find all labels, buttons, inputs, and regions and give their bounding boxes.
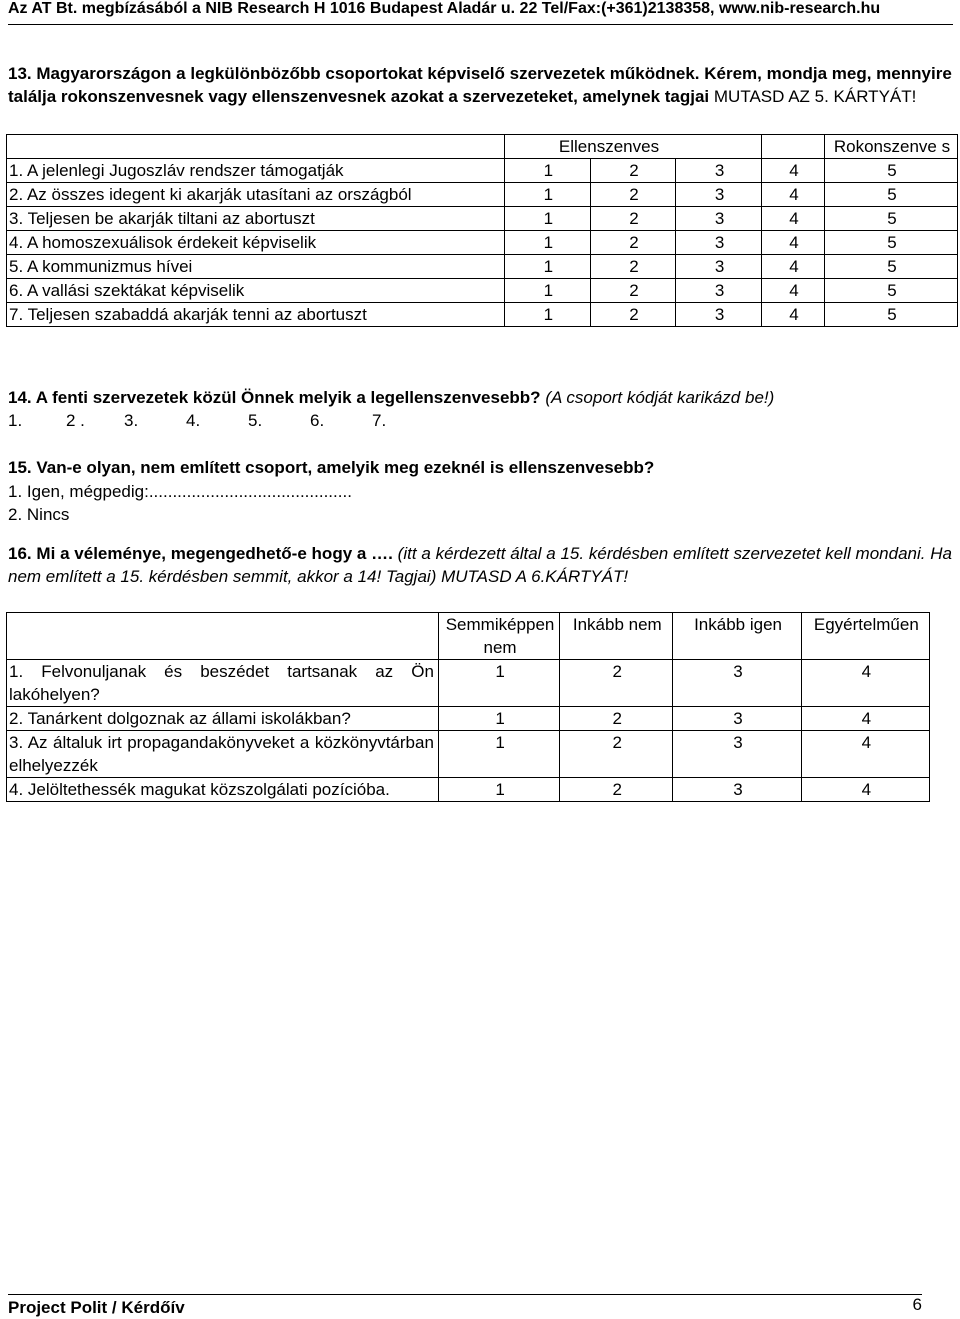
scale-option[interactable]: 1 [505, 279, 591, 303]
scale-option[interactable]: 3 [676, 255, 762, 279]
scale-option[interactable]: 4 [801, 778, 929, 802]
table-header-row [7, 613, 930, 660]
scale-option[interactable]: 2 [560, 660, 673, 707]
question-15-option-1[interactable]: 1. Igen, mégpedig:........................................... [8, 482, 352, 501]
col-inkabb-igen: Inkább igen [673, 613, 801, 660]
question-16-text: 16. Mi a véleménye, megengedhető-e hogy a …. [8, 544, 393, 563]
row-label: 4. Jelöltethessék magukat közszolgálati pozícióba. [7, 778, 439, 802]
table-row [7, 731, 930, 778]
scale-option[interactable]: 3 [673, 660, 801, 707]
col-rokonszenves: Rokonszenve s [825, 135, 958, 159]
scale-option[interactable]: 1 [438, 707, 559, 731]
question-14-text: 14. A fenti szervezetek közül Önnek melyik a legellenszenvesebb? [8, 388, 541, 407]
scale-option[interactable]: 3 [676, 279, 762, 303]
col-inkabb-nem: Inkább nem [560, 613, 673, 660]
choice[interactable]: 3. [124, 411, 139, 430]
row-label: 2. Tanárkent dolgoznak az állami iskolákban? [7, 707, 439, 731]
scale-option[interactable]: 1 [505, 207, 591, 231]
row-label: 1. Felvonuljanak és beszédet tartsanak az Ön lakóhelyen? [7, 660, 439, 707]
scale-option[interactable]: 2 [590, 159, 676, 183]
table-row [7, 159, 958, 183]
scale-option[interactable]: 4 [801, 660, 929, 707]
scale-option[interactable]: 1 [438, 778, 559, 802]
choice[interactable]: 1. [8, 411, 23, 430]
scale-option[interactable]: 5 [825, 279, 958, 303]
table-row [7, 255, 958, 279]
table-row [7, 183, 958, 207]
scale-option[interactable]: 4 [801, 731, 929, 778]
scale-option[interactable]: 5 [825, 303, 958, 327]
scale-option[interactable]: 2 [590, 279, 676, 303]
scale-option[interactable]: 2 [560, 778, 673, 802]
scale-option[interactable]: 1 [505, 159, 591, 183]
page-footer [8, 1294, 922, 1318]
scale-option[interactable]: 2 [560, 707, 673, 731]
question-13-table [6, 134, 958, 327]
scale-option[interactable]: 5 [825, 159, 958, 183]
scale-option[interactable]: 2 [590, 231, 676, 255]
scale-option[interactable]: 1 [505, 231, 591, 255]
scale-option[interactable]: 4 [762, 207, 825, 231]
row-label: 4. A homoszexuálisok érdekeit képviselik [7, 231, 505, 255]
row-label: 7. Teljesen szabaddá akarják tenni az abortuszt [7, 303, 505, 327]
scale-option[interactable]: 3 [676, 159, 762, 183]
choice[interactable]: 6. [310, 411, 325, 430]
scale-option[interactable]: 4 [762, 159, 825, 183]
scale-option[interactable]: 1 [505, 255, 591, 279]
scale-option[interactable]: 4 [762, 279, 825, 303]
question-14-instruction: (A csoport kódját karikázd be!) [545, 388, 775, 407]
scale-option[interactable]: 1 [438, 660, 559, 707]
scale-option[interactable]: 2 [560, 731, 673, 778]
scale-option[interactable]: 3 [676, 183, 762, 207]
col-ellenszenves: Ellenszenves [505, 135, 762, 159]
scale-option[interactable]: 4 [762, 231, 825, 255]
scale-option[interactable]: 2 [590, 303, 676, 327]
table-row [7, 778, 930, 802]
scale-option[interactable]: 5 [825, 183, 958, 207]
scale-option[interactable]: 4 [762, 255, 825, 279]
question-16-table [6, 612, 930, 802]
table-row [7, 207, 958, 231]
table-row [7, 707, 930, 731]
scale-option[interactable]: 3 [673, 778, 801, 802]
choice[interactable]: 2 . [66, 411, 85, 430]
scale-option[interactable]: 3 [676, 303, 762, 327]
scale-option[interactable]: 4 [762, 183, 825, 207]
question-16-instruction: (itt a kérdezett által a 15. kérdésben említett szervezetet kell mondani. Ha nem említett a 15. kérdésben semmit, akkor a 14! Tagjai) MUTASD A 6.KÁRTYÁT! [8, 544, 952, 586]
question-16 [8, 542, 952, 588]
row-label: 2. Az összes idegent ki akarják utasítani az országból [7, 183, 505, 207]
scale-option[interactable]: 5 [825, 255, 958, 279]
scale-option[interactable]: 1 [505, 183, 591, 207]
scale-option[interactable]: 3 [673, 731, 801, 778]
footer-title: Project Polit / Kérdőív [8, 1298, 185, 1317]
table-row [7, 279, 958, 303]
row-label: 3. Teljesen be akarják tiltani az abortuszt [7, 207, 505, 231]
scale-option[interactable]: 2 [590, 207, 676, 231]
page-number: 6 [912, 1295, 922, 1314]
table-row [7, 231, 958, 255]
row-label: 5. A kommunizmus hívei [7, 255, 505, 279]
scale-option[interactable]: 5 [825, 207, 958, 231]
row-label: 3. Az általuk irt propagandakönyveket a közkönyvtárban elhelyezzék [7, 731, 439, 778]
table-row [7, 303, 958, 327]
scale-option[interactable]: 2 [590, 183, 676, 207]
question-15-option-2[interactable]: 2. Nincs [8, 505, 70, 524]
question-13 [8, 62, 952, 108]
scale-option[interactable]: 2 [590, 255, 676, 279]
page-header: Az AT Bt. megbízásából a NIB Research H 1016 Budapest Aladár u. 22 Tel/Fax:(+361)2138358, www.nib-research.hu [8, 0, 953, 25]
scale-option[interactable]: 3 [676, 231, 762, 255]
scale-option[interactable]: 5 [825, 231, 958, 255]
choice[interactable]: 5. [248, 411, 263, 430]
scale-option[interactable]: 1 [438, 731, 559, 778]
row-label: 6. A vallási szektákat képviselik [7, 279, 505, 303]
question-14 [8, 386, 952, 409]
scale-option[interactable]: 1 [505, 303, 591, 327]
question-14-choices [8, 409, 952, 432]
scale-option[interactable]: 3 [676, 207, 762, 231]
table-row [7, 660, 930, 707]
col-semmikeppen-nem: Semmiképpen nem [438, 613, 559, 660]
scale-option[interactable]: 3 [673, 707, 801, 731]
question-15-text: 15. Van-e olyan, nem említett csoport, amelyik meg ezeknél is ellenszenvesebb? [8, 458, 655, 477]
choice[interactable]: 7. [372, 411, 387, 430]
scale-option[interactable]: 4 [801, 707, 929, 731]
question-13-instruction: MUTASD AZ 5. KÁRTYÁT! [713, 87, 917, 106]
question-13-text: 13. Magyarországon a legkülönbözőbb csoportokat képviselő szervezetek működnek. Kérem, mondja meg, mennyire találja rokonszenvesnek vagy ellenszenvesnek azokat a szervezeteket, amelynek tagjai [8, 64, 952, 106]
row-label: 1. A jelenlegi Jugoszláv rendszer támogatják [7, 159, 505, 183]
table-header-row [7, 135, 958, 159]
scale-option[interactable]: 4 [762, 303, 825, 327]
choice[interactable]: 4. [186, 411, 201, 430]
col-egyertelmuen: Egyértelműen [801, 613, 929, 660]
